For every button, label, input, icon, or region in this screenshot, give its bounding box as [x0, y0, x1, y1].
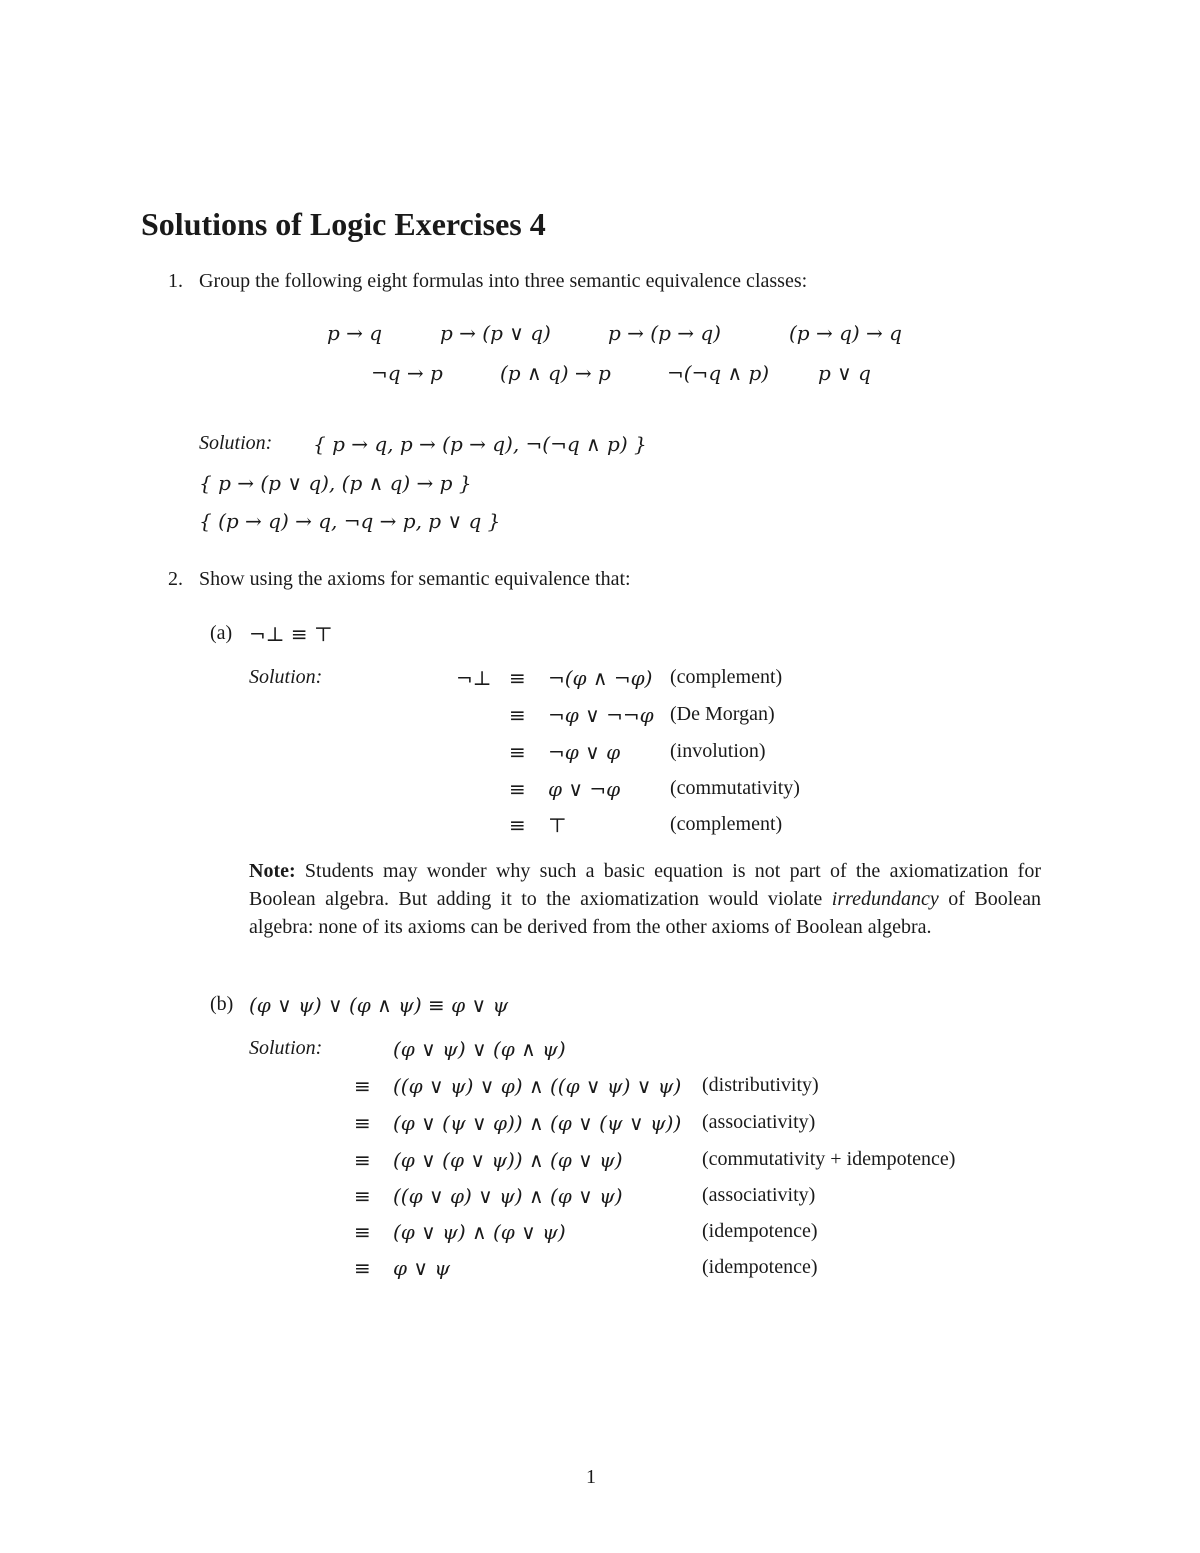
derivation-expr: φ ∨ ¬φ — [548, 777, 621, 801]
formula-3: p → (p → q) — [608, 321, 721, 345]
equiv-symbol: ≡ — [509, 777, 526, 801]
formula-7: ¬(¬q ∧ p) — [667, 361, 770, 385]
derivation-expr: ⊤ — [548, 813, 567, 837]
q2-text: Show using the axioms for semantic equivalence that: — [199, 568, 631, 590]
part-a-lhs: ¬⊥ — [456, 666, 492, 690]
equiv-symbol: ≡ — [509, 813, 526, 837]
equiv-symbol: ≡ — [509, 740, 526, 764]
derivation-reason: (idempotence) — [702, 1220, 818, 1242]
note-text-2: of Boolean algebra: none of its axioms can be derived from the other axioms of Boolean algebra. — [249, 888, 1042, 938]
derivation-reason: (De Morgan) — [670, 703, 775, 725]
note-paragraph — [249, 857, 1041, 941]
derivation-reason: (complement) — [670, 666, 783, 688]
note-label: Note: — [249, 860, 296, 882]
note-emphasis: irredundancy — [831, 888, 939, 910]
derivation-expr: ((φ ∨ φ) ∨ ψ) ∧ (φ ∨ ψ) — [393, 1184, 623, 1208]
equiv-symbol: ≡ — [354, 1220, 371, 1244]
derivation-expr: ¬φ ∨ φ — [548, 740, 621, 764]
part-a-label: (a) — [210, 622, 233, 644]
derivation-reason: (idempotence) — [702, 1256, 818, 1278]
derivation-expr: (φ ∨ (φ ∨ ψ)) ∧ (φ ∨ ψ) — [393, 1148, 623, 1172]
equiv-symbol: ≡ — [509, 666, 526, 690]
derivation-expr: ((φ ∨ ψ) ∨ φ) ∧ ((φ ∨ ψ) ∨ ψ) — [393, 1074, 682, 1098]
page-number: 1 — [586, 1466, 596, 1488]
derivation-reason: (commutativity + idempotence) — [702, 1148, 956, 1170]
equiv-symbol: ≡ — [354, 1074, 371, 1098]
part-b-first-expr: (φ ∨ ψ) ∨ (φ ∧ ψ) — [393, 1037, 566, 1061]
formula-4: (p → q) → q — [789, 321, 902, 345]
derivation-expr: (φ ∨ ψ) ∧ (φ ∨ ψ) — [393, 1220, 566, 1244]
formula-5: ¬q → p — [371, 361, 443, 385]
derivation-expr: ¬(φ ∧ ¬φ) — [548, 666, 653, 690]
q1-text: Group the following eight formulas into three semantic equivalence classes: — [199, 270, 808, 292]
formula-1: p → q — [327, 321, 383, 345]
q2-number: 2. — [168, 568, 183, 590]
formula-2: p → (p ∨ q) — [440, 321, 551, 345]
part-b-solution-label: Solution: — [249, 1037, 323, 1059]
derivation-reason: (associativity) — [702, 1111, 816, 1133]
formula-6: (p ∧ q) → p — [500, 361, 611, 385]
derivation-reason: (distributivity) — [702, 1074, 819, 1096]
equivalence-class-1: { p → q, p → (p → q), ¬(¬q ∧ p) } — [313, 432, 647, 456]
equivalence-class-3: { (p → q) → q, ¬q → p, p ∨ q } — [199, 509, 501, 533]
part-b-label: (b) — [210, 993, 234, 1015]
part-b-statement: (φ ∨ ψ) ∨ (φ ∧ ψ) ≡ φ ∨ ψ — [249, 993, 509, 1017]
equiv-symbol: ≡ — [354, 1111, 371, 1135]
equiv-symbol: ≡ — [354, 1148, 371, 1172]
equiv-symbol: ≡ — [509, 703, 526, 727]
equivalence-class-2: { p → (p ∨ q), (p ∧ q) → p } — [199, 471, 472, 495]
formula-8: p ∨ q — [818, 361, 871, 385]
part-a-solution-label: Solution: — [249, 666, 323, 688]
derivation-reason: (involution) — [670, 740, 766, 762]
derivation-expr: φ ∨ ψ — [393, 1256, 451, 1280]
equiv-symbol: ≡ — [354, 1184, 371, 1208]
note-text-1: Students may wonder why such a basic equation is not part of the axiomatization for Boolean algebra. But adding it to the axiomatization would violate — [249, 860, 1041, 910]
derivation-reason: (associativity) — [702, 1184, 816, 1206]
q1-number: 1. — [168, 270, 183, 292]
derivation-reason: (complement) — [670, 813, 783, 835]
q1-solution-label: Solution: — [199, 432, 273, 454]
derivation-reason: (commutativity) — [670, 777, 800, 799]
equiv-symbol: ≡ — [354, 1256, 371, 1280]
page-title: Solutions of Logic Exercises 4 — [141, 206, 546, 242]
part-a-statement: ¬⊥ ≡ ⊤ — [249, 622, 333, 646]
derivation-expr: (φ ∨ (ψ ∨ φ)) ∧ (φ ∨ (ψ ∨ ψ)) — [393, 1111, 682, 1135]
derivation-expr: ¬φ ∨ ¬¬φ — [548, 703, 654, 727]
